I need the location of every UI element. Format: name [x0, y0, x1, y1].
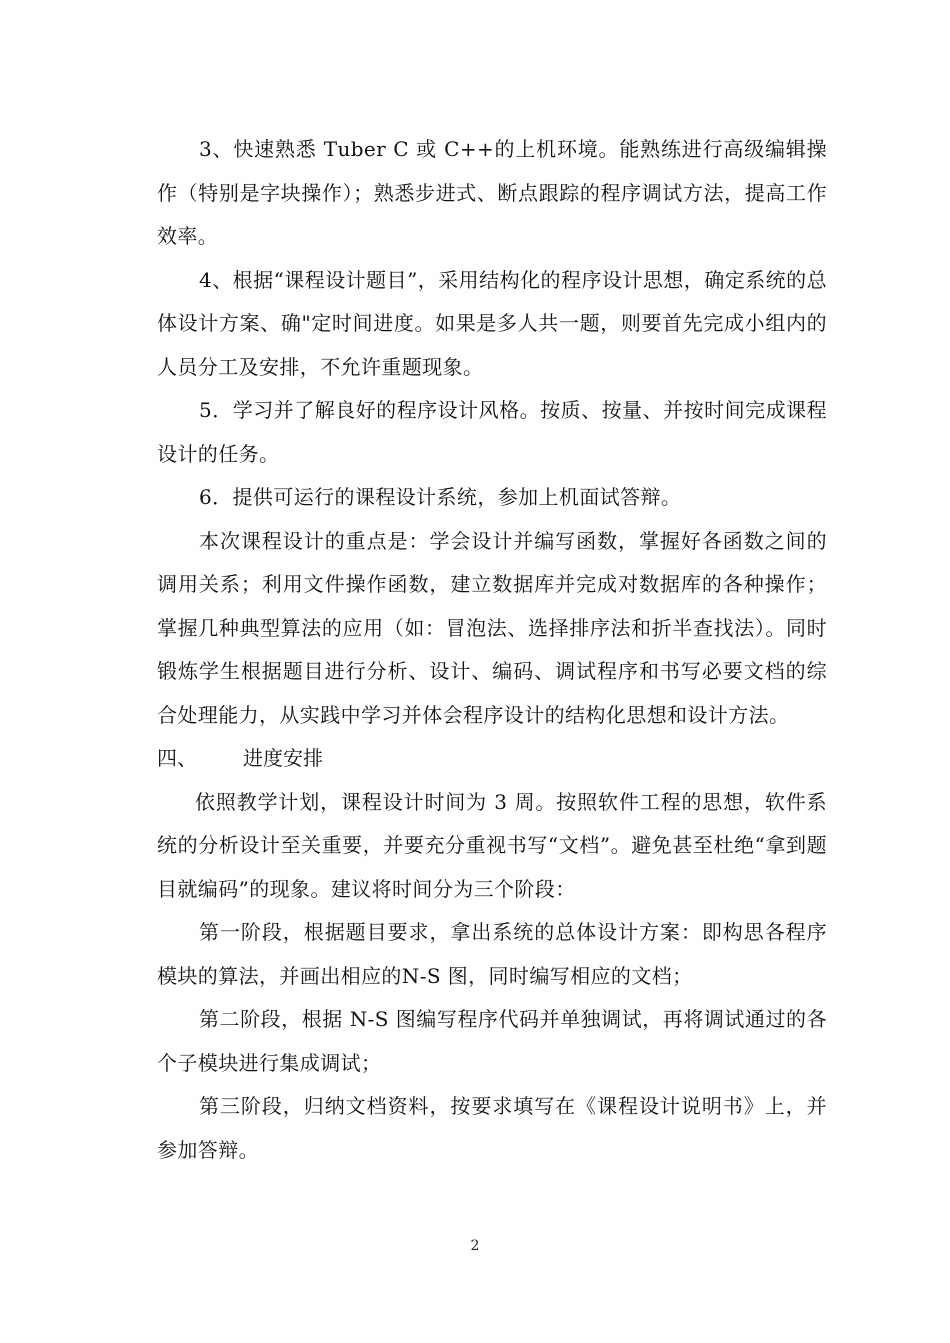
paragraph-stage-2: 第二阶段，根据 N-S 图编写程序代码并单独调试，再将调试通过的各个子模块进行集成调试；	[157, 1007, 827, 1075]
section-number: 四、	[157, 746, 197, 770]
paragraph-stage-3: 第三阶段，归纳文档资料，按要求填写在《课程设计说明书》上，并参加答辩。	[157, 1094, 827, 1162]
section-title: 进度安排	[243, 746, 323, 770]
section-heading-schedule	[157, 737, 827, 781]
paragraph-item-3: 3、快速熟悉 Tuber C 或 C++的上机环境。能熟练进行高级编辑操作（特别是字块操作）；熟悉步进式、断点跟踪的程序调试方法，提高工作效率。	[157, 137, 827, 248]
page-number: 2	[470, 1238, 480, 1254]
paragraph-stage-1: 第一阶段，根据题目要求，拿出系统的总体设计方案：即构思各程序模块的算法，并画出相应的N-S 图，同时编写相应的文档；	[157, 920, 827, 988]
paragraph-item-4: 4、根据“课程设计题目”，采用结构化的程序设计思想，确定系统的总体设计方案、确"定时间进度。如果是多人共一题，则要首先完成小组内的人员分工及安排，不允许重题现象。	[157, 267, 827, 379]
paragraph-course-focus: 本次课程设计的重点是：学会设计并编写函数，掌握好各函数之间的调用关系；利用文件操作函数，建立数据库并完成对数据库的各种操作；掌握几种典型算法的应用（如：冒泡法、选择排序法和折半查找法）。同时锻炼学生根据题目进行分析、设计、编码、调试程序和书写必要文档的综合处理能力，从实践中学习并体会程序设计的结构化思想和设计方法。	[157, 528, 827, 727]
paragraph-item-6: 6．提供可运行的课程设计系统，参加上机面试答辩。	[199, 485, 682, 509]
paragraph-item-5: 5．学习并了解良好的程序设计风格。按质、按量、并按时间完成课程设计的任务。	[157, 398, 827, 466]
page-body	[157, 128, 827, 1172]
paragraph-schedule-intro: 依照教学计划，课程设计时间为 3 周。按照软件工程的思想，软件系统的分析设计至关重要，并要充分重视书写“文档”。避免甚至杜绝“拿到题目就编码”的现象。建议将时间分为三个阶段：	[157, 789, 827, 901]
